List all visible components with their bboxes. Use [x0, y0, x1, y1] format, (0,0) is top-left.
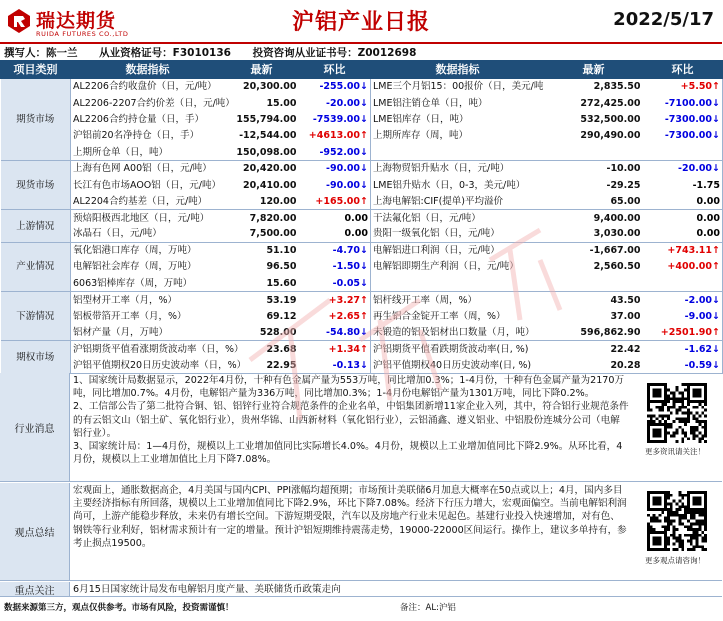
footer-note: 备注：AL:沪铝 [400, 603, 456, 613]
indicator-cell: 上期所仓单（日，吨） [71, 144, 225, 160]
table-body [1, 79, 723, 374]
indicator-cell: 预焙阳极西北地区（日，元/吨） [73, 212, 210, 224]
header-divider [0, 42, 722, 44]
change-cell [643, 275, 723, 291]
change-cell: -9.00↓ [643, 308, 723, 324]
latest-value-cell: 290,490.00 [580, 130, 641, 142]
change-cell: -7300.00↓ [643, 128, 723, 144]
header-change: 环比 [299, 61, 371, 79]
indicator-cell: 冰晶石（日，元/吨） [71, 226, 225, 242]
table-row [1, 259, 723, 275]
category-cell: 期权市场 [1, 341, 71, 374]
table-row [1, 292, 723, 308]
indicator-cell: 6063铝棒库存（周，万吨） [71, 275, 225, 291]
news-paragraph: 2、工信部公告了第二批符合铜、铝、铝锌行业符合规范条件的企业名单，中铝集团新增11家企业入列，其中，符合铝行业规范条件的有云铝文山（铝土矿、氧化铝行业），贵州华锦、山西新材料（氧化铝行业），云铝涌鑫、遵义铝业、中铝股份连城分公司（电解铝行业）。 [73, 401, 629, 439]
change-cell: -0.05↓ [299, 275, 371, 291]
indicator-cell: 铝型材开工率（月，%） [73, 294, 178, 306]
latest-value-cell: 69.12 [266, 310, 297, 322]
latest-value-cell: 9,400.00 [593, 212, 641, 224]
change-cell: 0.00 [299, 226, 371, 242]
indicator-cell: 电解铝社会库存（周，万吨） [73, 261, 197, 273]
latest-value-cell: 7,820.00 [249, 212, 297, 224]
change-cell: +400.00↑ [643, 259, 723, 275]
change-cell: +2501.90↑ [643, 324, 723, 340]
change-cell: 0.00 [643, 193, 723, 209]
advisory-certificate: 投资咨询从业证书号：Z0012698 [252, 47, 417, 59]
change-cell: -4.70↓ [299, 242, 371, 258]
key-focus-section [0, 582, 722, 597]
latest-value-cell: 155,794.00 [236, 113, 297, 125]
header-indicator: 数据指标 [71, 61, 225, 79]
latest-value-cell: 37.00 [610, 310, 641, 322]
latest-value-cell [545, 275, 643, 291]
qr-caption: 更多资讯请关注！ [645, 447, 705, 456]
change-cell: -7539.00↓ [299, 111, 371, 127]
change-cell [643, 144, 723, 160]
latest-value-cell: 2,560.50 [593, 261, 641, 273]
view-paragraph: 宏观面上，通胀数据高企，4月美国与国内CPI、PPI涨幅均超预期；市场预计美联储6月加息大概率在50点或以上；4月，国内多目主要经济指标有所回落，规模以上工业增加值同比下降2.9%，环比下降7.08%。经济下行压力增大，宏观面偏空。当前电解铝利润尚可，上游产能稳步释放，未来仍有增长空间。下游短期受限，汽车以及房地产行业未见起色。基建行业投入快速增加，对有色、钢铁等行业利好，铝材需求预计有一定的增量。预计沪铝短期维持震荡走势，19000-22000区间运行。操作上，建议多单持有，参考止损点19500。 [73, 485, 627, 549]
view-text [73, 484, 629, 550]
page-footer [0, 598, 722, 621]
latest-value-cell: 15.60 [225, 275, 299, 291]
view-label: 观点总结 [0, 483, 70, 580]
table-row [1, 308, 723, 324]
change-cell: -2.00↓ [643, 292, 723, 308]
category-cell: 现货市场 [1, 160, 71, 209]
indicator-cell [371, 144, 545, 160]
page-title: 沪铝产业日报 [291, 10, 430, 35]
change-cell: -7300.00↓ [643, 111, 723, 127]
indicator-cell: LME铝注销仓单（日，吨） [373, 97, 488, 109]
change-cell: +3.27↑ [299, 292, 371, 308]
indicator-cell: AL2204合约基差（日，元/吨） [71, 193, 225, 209]
latest-value-cell: 20.28 [545, 357, 643, 373]
qr-code-icon[interactable] [647, 383, 707, 443]
change-cell: -1.75 [643, 177, 723, 193]
indicator-cell: 贵阳一级氧化铝（日，元/吨） [371, 226, 545, 242]
latest-value-cell: 532,500.00 [580, 113, 641, 125]
latest-value-cell: 53.19 [266, 294, 297, 306]
latest-value-cell: 20,300.00 [243, 81, 297, 93]
industry-news-section [0, 373, 722, 482]
table-row [1, 160, 723, 176]
header-latest-right: 最新 [545, 61, 643, 79]
qualification-number: 从业资格证号：F3010136 [99, 47, 231, 59]
latest-value-cell: 15.00 [266, 97, 297, 109]
news-paragraph: 3、国家统计局：1—4月份，规模以上工业增加值同比实际增长4.0%。4月份，规模以上工业增加值同比下降2.9%。从环比看，4月份，规模以上工业增加值比上月下降7.08%。 [73, 441, 623, 466]
author-line [4, 45, 434, 60]
indicator-cell: 氧化铝港口库存（周，万吨） [73, 245, 197, 257]
market-data-table [0, 60, 723, 374]
change-cell: 0.00 [643, 210, 723, 226]
header-indicator-right: 数据指标 [371, 61, 545, 79]
change-cell: -90.00↓ [299, 160, 371, 176]
change-cell: -1.62↓ [643, 341, 723, 357]
change-cell: -0.13↓ [299, 357, 371, 373]
indicator-cell: AL2206合约持仓量（日，手） [73, 113, 204, 125]
change-cell: -54.80↓ [299, 324, 371, 340]
indicator-cell: 上海物贸铝升贴水（日，元/吨） [373, 163, 510, 175]
indicator-cell: 沪铝期货平值看跌期货波动率(日, %) [373, 343, 529, 355]
view-summary-section [0, 483, 722, 581]
indicator-cell: 铝杆线开工率（周，%） [373, 294, 478, 306]
indicator-cell: 干法氟化铝（日，元/吨） [373, 212, 481, 224]
indicator-cell: 铝板带箔开工率（月，%） [73, 310, 187, 322]
indicator-cell: LME三个月铝15：00报价（日，美元/吨 [373, 81, 544, 93]
change-cell: -20.00↓ [643, 160, 723, 176]
indicator-cell: 上期所库存（周，吨） [373, 130, 469, 142]
change-cell: -7100.00↓ [643, 95, 723, 111]
change-cell: +165.00↑ [299, 193, 371, 209]
latest-value-cell: -29.25 [606, 179, 641, 191]
latest-value-cell: -12,544.00 [239, 130, 297, 142]
category-cell: 下游情况 [1, 292, 71, 341]
change-cell: -1.50↓ [299, 259, 371, 275]
change-cell: -20.00↓ [299, 95, 371, 111]
header-category: 项目类别 [1, 61, 71, 79]
report-header [0, 0, 722, 44]
indicator-cell: 长江有色市场AOO铝（日，元/吨） [73, 179, 221, 191]
latest-value-cell: 120.00 [225, 193, 299, 209]
indicator-cell: 沪铝前20名净持仓（日，手） [73, 130, 200, 142]
change-cell: +5.50↑ [643, 79, 723, 95]
table-row [1, 128, 723, 144]
latest-value-cell: -1,667.00 [589, 245, 641, 257]
indicator-cell: AL2206-2207合约价差（日，元/吨） [73, 97, 235, 109]
change-cell: 0.00 [299, 210, 371, 226]
table-row [1, 226, 723, 242]
news-text [73, 374, 629, 466]
latest-value-cell: 528.00 [225, 324, 299, 340]
indicator-cell: 电解铝进口利润（日，元/吨） [373, 245, 500, 257]
table-row [1, 357, 723, 373]
latest-value-cell: 65.00 [545, 193, 643, 209]
indicator-cell: LME铝升贴水（日，0-3，美元/吨） [373, 179, 526, 191]
category-cell: 产业情况 [1, 242, 71, 291]
category-cell: 上游情况 [1, 210, 71, 243]
logo-english-name: RUIDA FUTURES CO.,LTD [36, 30, 129, 38]
table-row [1, 210, 723, 226]
table-header-row [1, 61, 723, 79]
logo-name: 瑞达期货 [36, 10, 117, 32]
indicator-cell: LME铝库存（日，吨） [373, 113, 469, 125]
latest-value-cell: 51.10 [266, 245, 297, 257]
header-change-right: 环比 [643, 61, 723, 79]
table-row [1, 111, 723, 127]
table-row [1, 79, 723, 95]
qr-code-icon[interactable] [647, 491, 707, 551]
table-row [1, 275, 723, 291]
latest-value-cell: 96.50 [266, 261, 297, 273]
latest-value-cell: 272,425.00 [580, 97, 641, 109]
latest-value-cell: 596,862.90 [545, 324, 643, 340]
change-cell: -0.59↓ [643, 357, 723, 373]
change-cell: +1.34↑ [299, 341, 371, 357]
indicator-cell: 电解铝即期生产利润（日，元/吨） [373, 261, 519, 273]
latest-value-cell: 2,835.50 [593, 81, 641, 93]
table-row [1, 193, 723, 209]
news-paragraph: 1、国家统计局数据显示，2022年4月份，十种有色金属产量为553万吨，同比增加0.3%；1-4月份，十种有色金属产量为2170万吨，同比增加0.7%。4月份，电解铝产量为336万吨，同比增加0.3%；1-4月份电解铝产量为1301万吨，同比下降0.2%。 [73, 375, 625, 400]
header-latest: 最新 [225, 61, 299, 79]
change-cell: +4613.00↑ [299, 128, 371, 144]
indicator-cell: 未锻造的铝及铝材出口数量（月，吨） [371, 324, 545, 340]
indicator-cell: 沪铝平值期权20日历史波动率（日，%） [71, 357, 225, 373]
change-cell: -952.00↓ [299, 144, 371, 160]
change-cell: 0.00 [643, 226, 723, 242]
table-row [1, 341, 723, 357]
indicator-cell [371, 275, 545, 291]
latest-value-cell: 150,098.00 [225, 144, 299, 160]
change-cell: -90.00↓ [299, 177, 371, 193]
indicator-cell: 上海电解铝:CIF(提单)平均溢价 [371, 193, 545, 209]
change-cell: +2.65↑ [299, 308, 371, 324]
indicator-cell: 铝材产量（月，万吨） [71, 324, 225, 340]
latest-value-cell: -10.00 [606, 163, 641, 175]
indicator-cell: 沪铝平值期权40日历史波动率(日, %) [371, 357, 545, 373]
focus-text: 6月15日国家统计局发布电解铝月度产量、美联储货币政策走向 [73, 584, 341, 595]
latest-value-cell: 20,420.00 [243, 163, 297, 175]
report-date: 2022/5/17 [613, 9, 714, 30]
indicator-cell: 再生铝合金锭开工率（周，%） [373, 310, 506, 322]
change-cell: -255.00↓ [299, 79, 371, 95]
latest-value-cell: 22.42 [610, 343, 641, 355]
qr-caption: 更多观点请咨询！ [645, 556, 705, 565]
indicator-cell: AL2206合约收盘价（日，元/吨） [73, 81, 217, 93]
latest-value-cell: 20,410.00 [243, 179, 297, 191]
latest-value-cell: 23.68 [266, 343, 297, 355]
table-row [1, 324, 723, 340]
news-label: 行业消息 [0, 373, 70, 481]
table-row [1, 177, 723, 193]
table-row [1, 144, 723, 160]
indicator-cell: 沪铝期货平值看涨期货波动率（日，%） [73, 343, 244, 355]
table-row [1, 95, 723, 111]
change-cell: +743.11↑ [643, 242, 723, 258]
indicator-cell: 上海有色网 A00铝（日，元/吨） [73, 163, 212, 175]
latest-value-cell: 7,500.00 [225, 226, 299, 242]
writer: 撰写人：陈一兰 [4, 47, 78, 59]
latest-value-cell: 43.50 [610, 294, 641, 306]
latest-value-cell: 22.95 [225, 357, 299, 373]
focus-label: 重点关注 [0, 582, 70, 596]
latest-value-cell [545, 144, 643, 160]
category-cell: 期货市场 [1, 79, 71, 161]
table-row [1, 242, 723, 258]
latest-value-cell: 3,030.00 [545, 226, 643, 242]
disclaimer: 数据来源第三方，观点仅供参考。市场有风险，投资需谨慎！ [4, 603, 234, 613]
